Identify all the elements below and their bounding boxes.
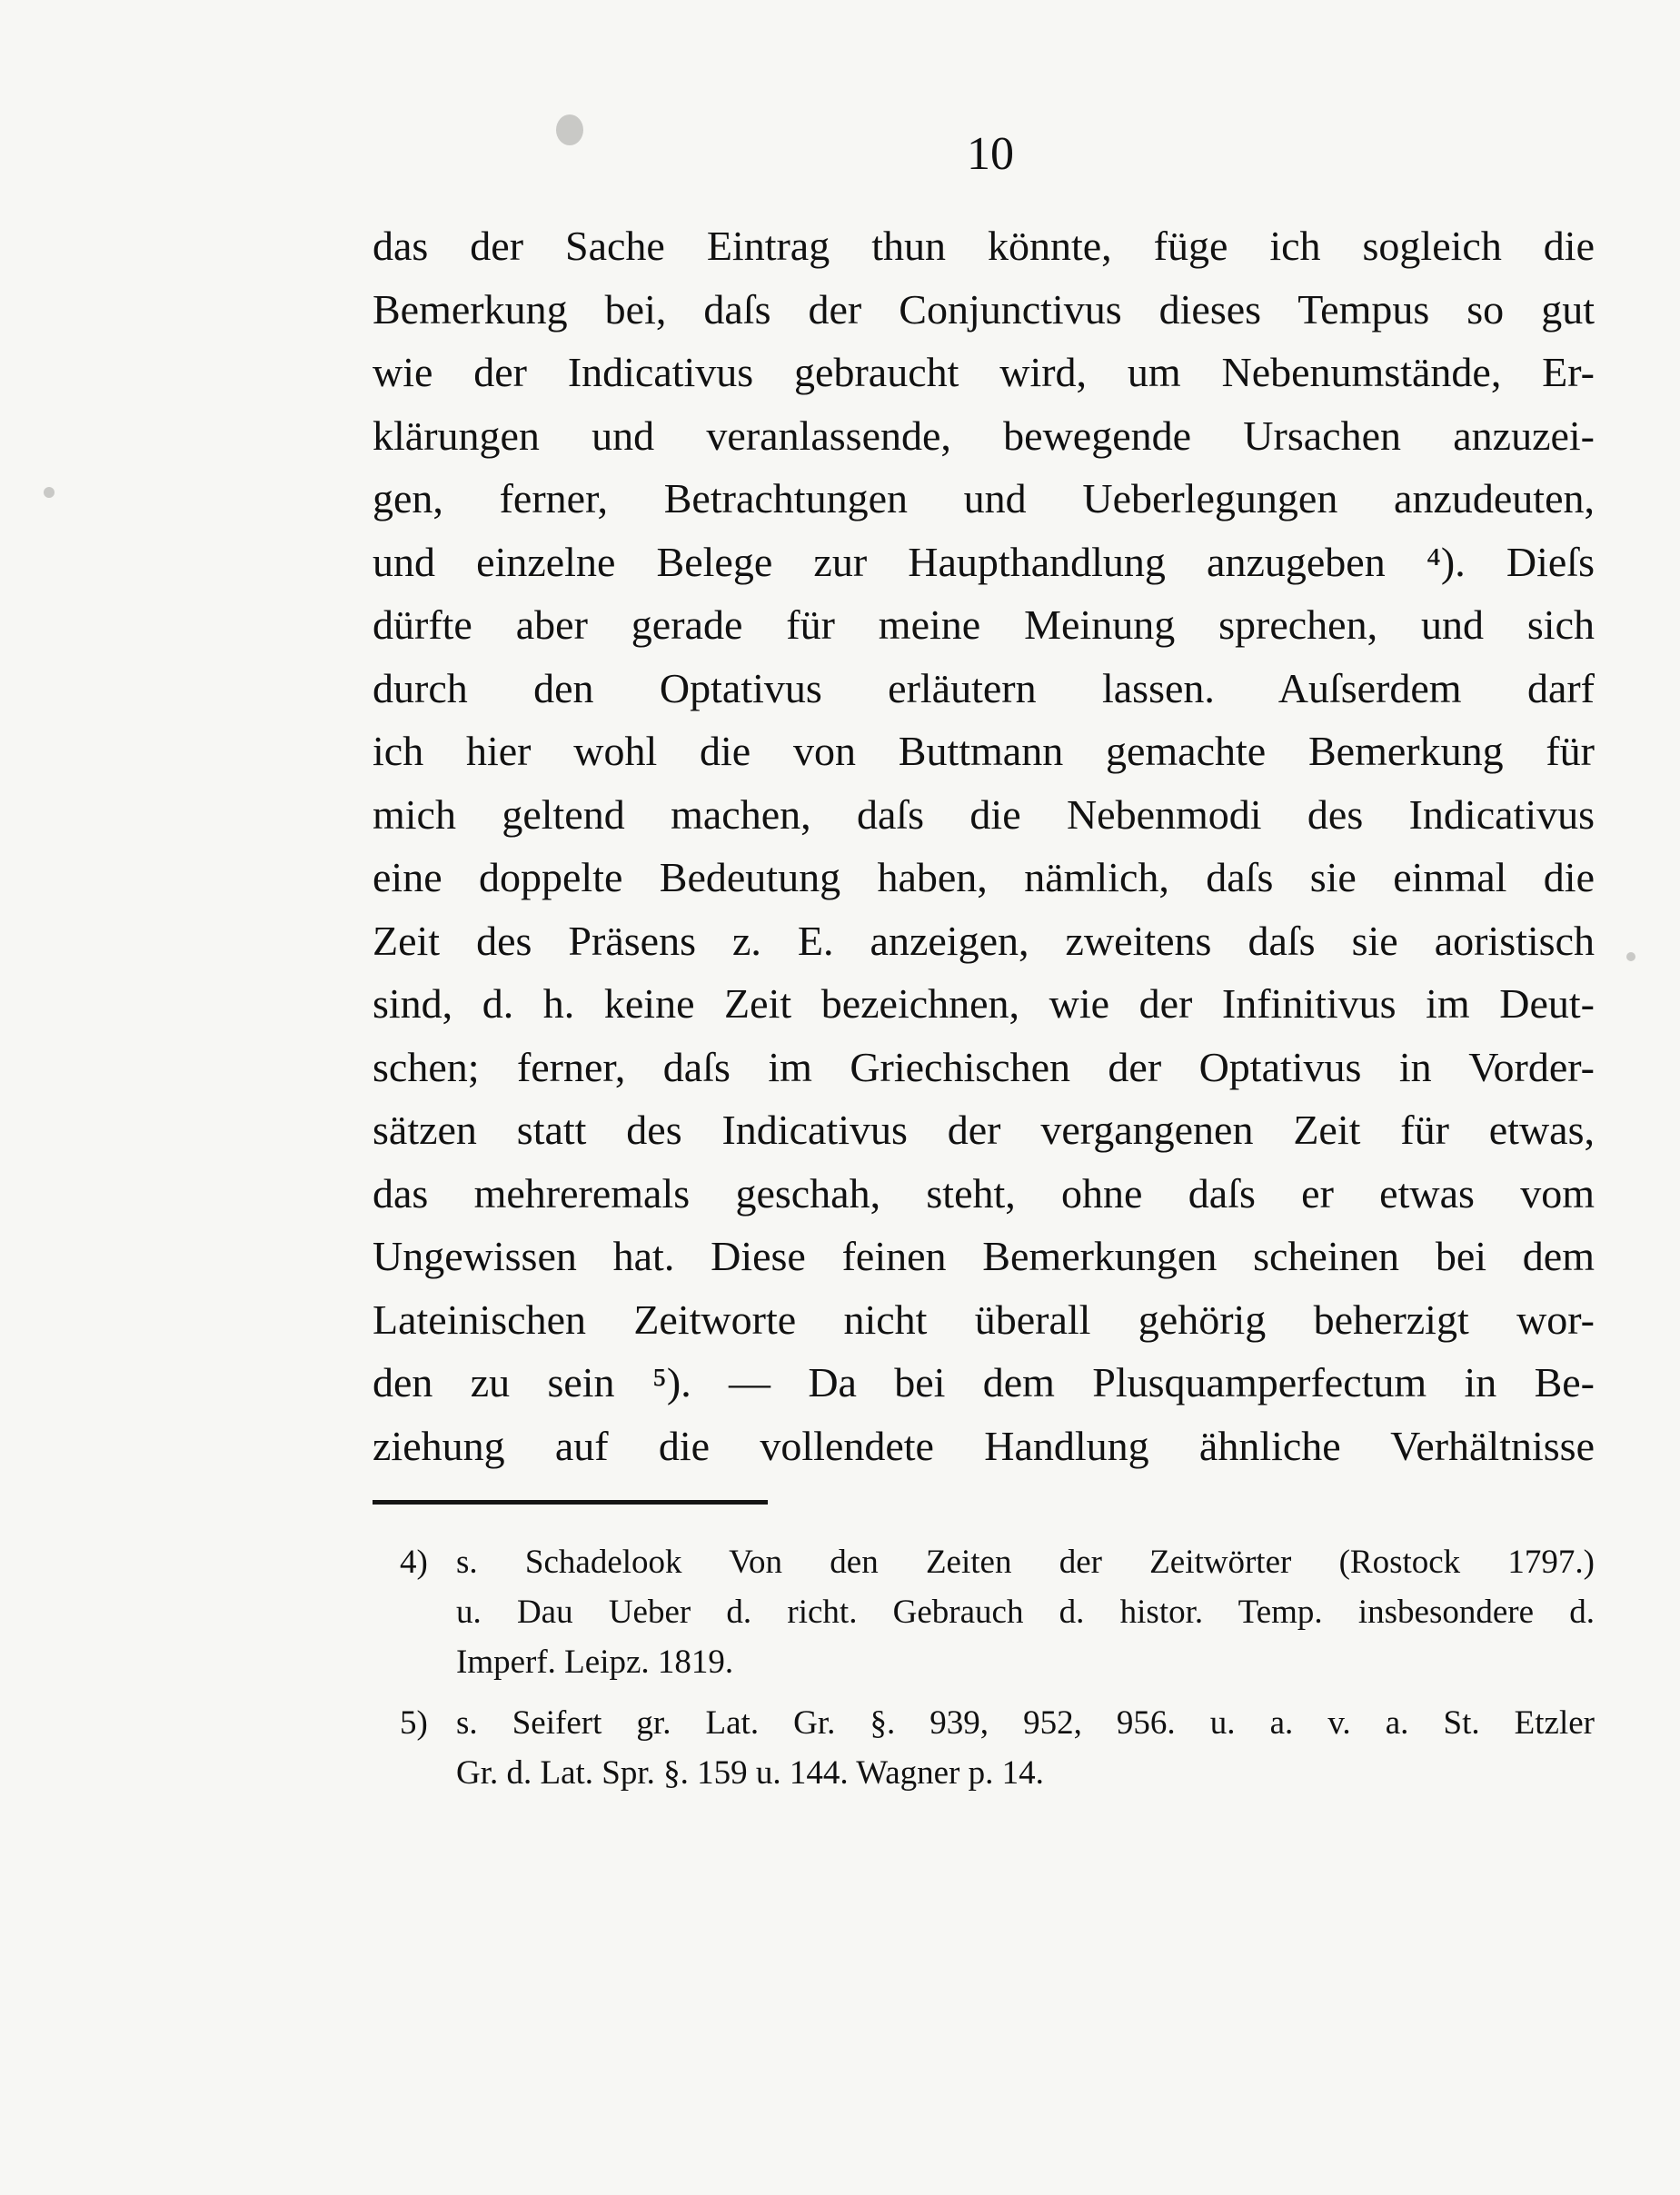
ink-speck [556,114,583,145]
text-line: den zu sein ⁵). — Da bei dem Plusquamperfectum in Be- [373,1359,1595,1405]
footnote-text: s. Schadelook Von den Zeiten der Zeitwörter (Rostock 1797.) [456,1544,1595,1581]
text-line: gen, ferner, Betrachtungen und Ueberlegungen anzudeuten, [373,475,1595,521]
footnote-5-line [400,1698,1595,1748]
text-line: eine doppelte Bedeutung haben, nämlich, daſs sie einmal die [373,854,1595,900]
text-line: Bemerkung bei, daſs der Conjunctivus dieses Tempus so gut [373,285,1595,333]
text-line: Zeit des Präsens z. E. anzeigen, zweitens daſs sie aoristisch [373,917,1595,964]
footnote-marker: 4) [400,1544,428,1581]
body-text [373,214,1595,1477]
footnotes [400,1537,1595,1798]
page-number: 10 [967,128,1014,180]
footnote-text: Imperf. Leipz. 1819. [456,1644,734,1681]
text-line: ziehung auf die vollendete Handlung ähnliche Verhältnisse [373,1422,1595,1469]
ink-speck [44,487,55,498]
footnote-marker: 5) [400,1704,428,1742]
text-line: das mehreremals geschah, steht, ohne daſs er etwas vom [373,1169,1595,1217]
text-line: klärungen und veranlassende, bewegende Ursachen anzuzei- [373,412,1595,459]
text-line: schen; ferner, daſs im Griechischen der Optativus in Vorder- [373,1043,1595,1090]
footnote-text: Gr. d. Lat. Spr. §. 159 u. 144. Wagner p. 14. [456,1754,1044,1792]
footnote-4-line [400,1537,1595,1587]
text-line: mich geltend machen, daſs die Nebenmodi des Indicativus [373,790,1595,838]
footnote-4-line [400,1587,1595,1637]
text-line: das der Sache Eintrag thun könnte, füge ich sogleich die [373,223,1595,269]
text-line: dürfte aber gerade für meine Meinung sprechen, und sich [373,601,1595,648]
footnote-text: s. Seifert gr. Lat. Gr. §. 939, 952, 956. u. a. v. a. St. Etzler [456,1704,1595,1742]
ink-speck [1626,952,1635,961]
footnote-text: u. Dau Ueber d. richt. Gebrauch d. histor. Temp. insbesondere d. [456,1594,1595,1631]
text-line: ich hier wohl die von Buttmann gemachte Bemerkung für [373,728,1595,774]
text-line: durch den Optativus erläutern lassen. Auſserdem darf [373,664,1595,711]
footnote-5-line [400,1748,1595,1798]
text-line: Lateinischen Zeitworte nicht überall gehörig beherzigt wor- [373,1296,1595,1343]
footnote-rule [373,1500,768,1505]
footnote-4-line [400,1637,1595,1687]
text-line: sätzen statt des Indicativus der vergangenen Zeit für etwas, [373,1107,1595,1153]
text-line: sind, d. h. keine Zeit bezeichnen, wie der Infinitivus im Deut- [373,980,1595,1027]
text-line: und einzelne Belege zur Haupthandlung anzugeben ⁴). Dieſs [373,538,1595,585]
text-line: wie der Indicativus gebraucht wird, um Nebenumstände, Er- [373,349,1595,395]
text-line: Ungewissen hat. Diese feinen Bemerkungen scheinen bei dem [373,1233,1595,1279]
